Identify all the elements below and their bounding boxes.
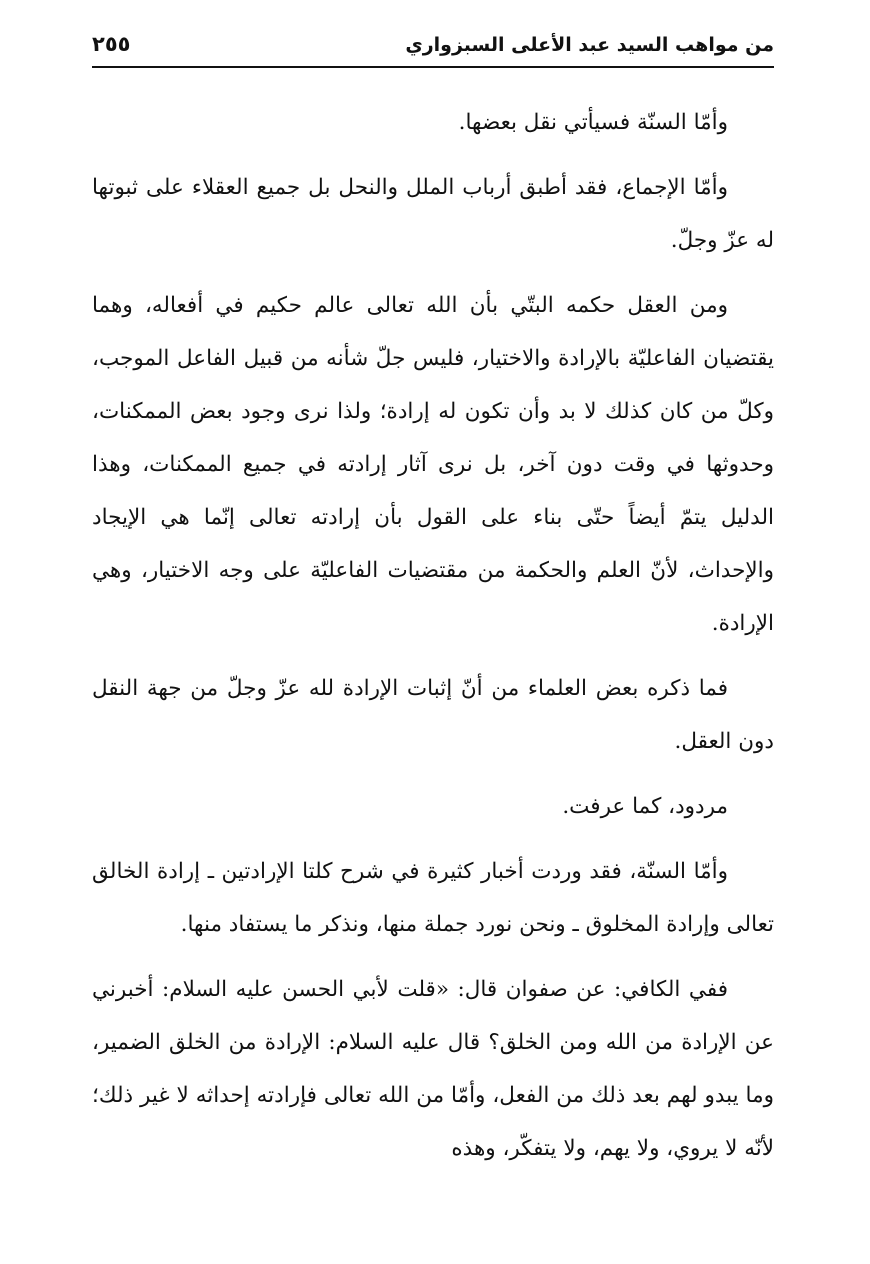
paragraph: وأمّا السنّة فسيأتي نقل بعضها. (458, 110, 728, 135)
page-number: ٢٥٥ (92, 32, 131, 56)
paragraph: ففي الكافي: عن صفوان قال: «قلت لأبي الحسن عليه السلام: أخبرني عن الإرادة من الله ومن الخلق؟ قال عليه السلام: الإرادة من الخلق الضمير، وما يبدو لهم بعد ذلك من الفعل، وأمّا من الله تعالى فإرادته إحداثه لا غير ذلك؛ لأنّه لا يروي، ولا يهم، ولا يتفكّر، وهذه (92, 977, 774, 1161)
running-header (92, 28, 774, 68)
paragraph: وأمّا السنّة، فقد وردت أخبار كثيرة في شرح كلتا الإرادتين ـ إرادة الخالق تعالى وإرادة المخلوق ـ ونحن نورد جملة منها، ونذكر ما يستفاد منها. (92, 859, 774, 937)
body-text (92, 96, 774, 1187)
paragraph: مردود، كما عرفت. (562, 794, 728, 819)
header-title: من مواهب السيد عبد الأعلى السبزواري (405, 34, 774, 56)
paragraph: فما ذكره بعض العلماء من أنّ إثبات الإرادة لله عزّ وجلّ من جهة النقل دون العقل. (92, 676, 774, 754)
paragraph: وأمّا الإجماع، فقد أطبق أرباب الملل والنحل بل جميع العقلاء على ثبوتها له عزّ وجلّ. (92, 175, 774, 253)
paragraph: ومن العقل حكمه البتّي بأن الله تعالى عالم حكيم في أفعاله، وهما يقتضيان الفاعليّة بالإرادة والاختيار، فليس جلّ شأنه من قبيل الفاعل الموجب، وكلّ من كان كذلك لا بد وأن تكون له إرادة؛ ولذا نرى وجود بعض الممكنات، وحدوثها في وقت دون آخر، بل نرى آثار إرادته في جميع الممكنات، وهذا الدليل يتمّ أيضاً حتّى بناء على القول بأن إرادته تعالى إنّما هي الإيجاد والإحداث، لأنّ العلم والحكمة من مقتضيات الفاعليّة على وجه الاختيار، وهي الإرادة. (92, 293, 774, 636)
header-divider (92, 66, 774, 68)
